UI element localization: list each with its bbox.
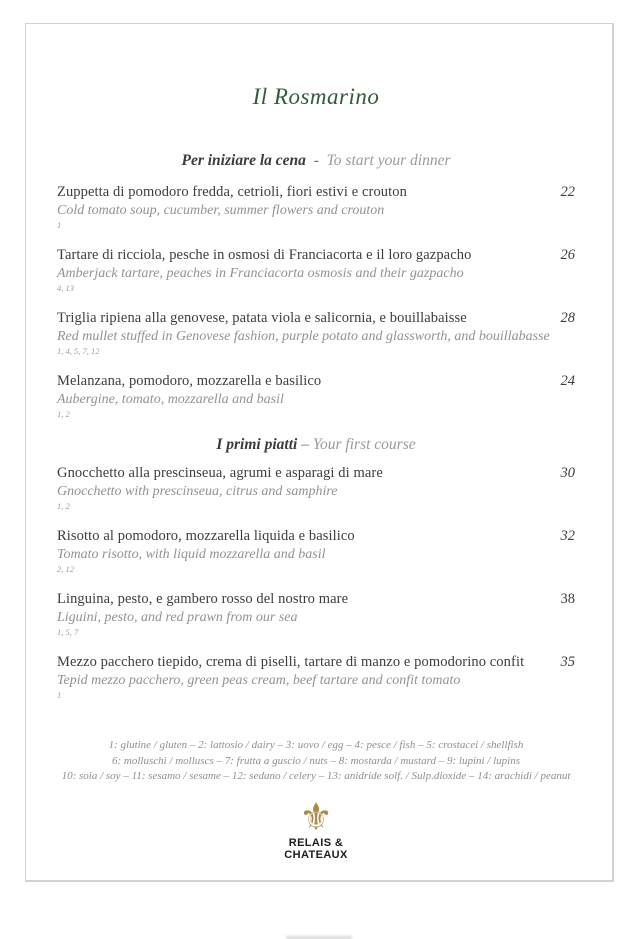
- logo-brand-line-2: CHATEAUX: [284, 848, 348, 861]
- item-row: [57, 308, 575, 328]
- menu-content: [26, 83, 612, 939]
- item-name-english: Tomato risotto, with liquid mozzarella and basil: [57, 547, 326, 562]
- menu-item: [57, 526, 575, 575]
- item-name-english: Tepid mezzo pacchero, green peas cream, beef tartare and confit tomato: [57, 673, 461, 688]
- item-price: 24: [555, 371, 576, 391]
- item-name-italian: Tartare di ricciola, pesche in osmosi di Franciacorta e il loro gazpacho: [57, 247, 472, 263]
- item-name-english: Gnocchetto with prescinseua, citrus and samphire: [57, 484, 338, 499]
- item-allergen-numbers: 1: [57, 220, 62, 230]
- item-name-italian: Triglia ripiena alla genovese, patata viola e salicornia, e bouillabaisse: [57, 310, 467, 326]
- section-header-starters: [57, 151, 575, 171]
- item-allergen-numbers: 1, 4, 5, 7, 12: [57, 346, 100, 356]
- section-header-italian: Per iniziare la cena: [181, 152, 306, 169]
- item-allergen-numbers: 1, 2: [57, 501, 70, 511]
- item-price: 28: [555, 308, 576, 328]
- item-row: [57, 652, 575, 672]
- item-row: [57, 463, 575, 483]
- item-name-italian: Linguina, pesto, e gambero rosso del nostro mare: [57, 591, 349, 607]
- item-name-english: Red mullet stuffed in Genovese fashion, purple potato and glassworth, and bouillabasse: [57, 329, 550, 344]
- item-name-english: Amberjack tartare, peaches in Franciacorta osmosis and their gazpacho: [57, 266, 464, 281]
- item-row: [57, 589, 575, 609]
- item-price: 38: [555, 589, 576, 609]
- item-row: [57, 371, 575, 391]
- item-name-italian: Mezzo pacchero tiepido, crema di piselli, tartare di manzo e pomodorino confit: [57, 654, 525, 670]
- allergen-legend-line: 1: glutine / gluten – 2: lattosio / dairy – 3: uovo / egg – 4: pesce / fish – 5: crostacei / shellfish: [108, 739, 524, 751]
- item-row: [57, 526, 575, 546]
- menu-item: [57, 652, 575, 701]
- item-allergen-numbers: 2, 12: [57, 564, 74, 574]
- item-price: 22: [555, 182, 576, 202]
- item-name-italian: Zuppetta di pomodoro fredda, cetrioli, fiori estivi e crouton: [57, 184, 407, 200]
- item-row: [57, 245, 575, 265]
- section-header-first-course: [57, 435, 575, 455]
- restaurant-title: Il Rosmarino: [252, 84, 380, 109]
- fleur-de-lis-icon: ⚜: [298, 794, 334, 839]
- item-allergen-numbers: 1: [57, 690, 62, 700]
- relais-chateaux-logo: [57, 794, 575, 861]
- section-header-italian: I primi piatti: [216, 436, 298, 453]
- allergen-legend-line: 10: soia / soy – 11: sesamo / sesame – 12: sedano / celery – 13: anidride solf. / Sulp.dioxide – 14: arachidi / peanut: [61, 770, 571, 782]
- item-name-english: Cold tomato soup, cucumber, summer flowers and crouton: [57, 203, 385, 218]
- menu-item: [57, 371, 575, 420]
- section-header-separator: –: [297, 436, 313, 453]
- item-price: 26: [555, 245, 576, 265]
- item-price: 30: [555, 463, 576, 483]
- item-row: [57, 182, 575, 202]
- item-allergen-numbers: 1, 2: [57, 409, 70, 419]
- item-name-english: Liguini, pesto, and red prawn from our sea: [57, 610, 298, 625]
- item-name-italian: Melanzana, pomodoro, mozzarella e basilico: [57, 373, 322, 389]
- allergen-legend-line: 6: molluschi / molluscs – 7: frutta a guscio / nuts – 8: mostarda / mustard – 9: lupini / lupins: [111, 754, 521, 767]
- menu-item: [57, 245, 575, 294]
- menu-page: [25, 23, 614, 882]
- logo-brand-line-1: RELAIS &: [288, 836, 344, 849]
- section-first-course-items: [57, 463, 575, 701]
- section-header-separator: -: [305, 152, 327, 169]
- section-header-english: To start your dinner: [326, 152, 451, 169]
- menu-item: [57, 463, 575, 512]
- item-allergen-numbers: 1, 5, 7: [57, 627, 79, 637]
- menu-item: [57, 182, 575, 231]
- menu-item: [57, 589, 575, 638]
- section-header-english: Your first course: [312, 436, 416, 453]
- item-price: 32: [555, 526, 576, 546]
- item-name-english: Aubergine, tomato, mozzarella and basil: [57, 392, 284, 407]
- item-price: 35: [555, 652, 576, 672]
- allergen-legend: [57, 738, 575, 785]
- item-name-italian: Gnocchetto alla prescinseua, agrumi e asparagi di mare: [57, 465, 383, 481]
- item-name-italian: Risotto al pomodoro, mozzarella liquida e basilico: [57, 528, 355, 544]
- section-starters-items: [57, 182, 575, 420]
- menu-item: [57, 308, 575, 357]
- item-allergen-numbers: 4, 13: [57, 283, 74, 293]
